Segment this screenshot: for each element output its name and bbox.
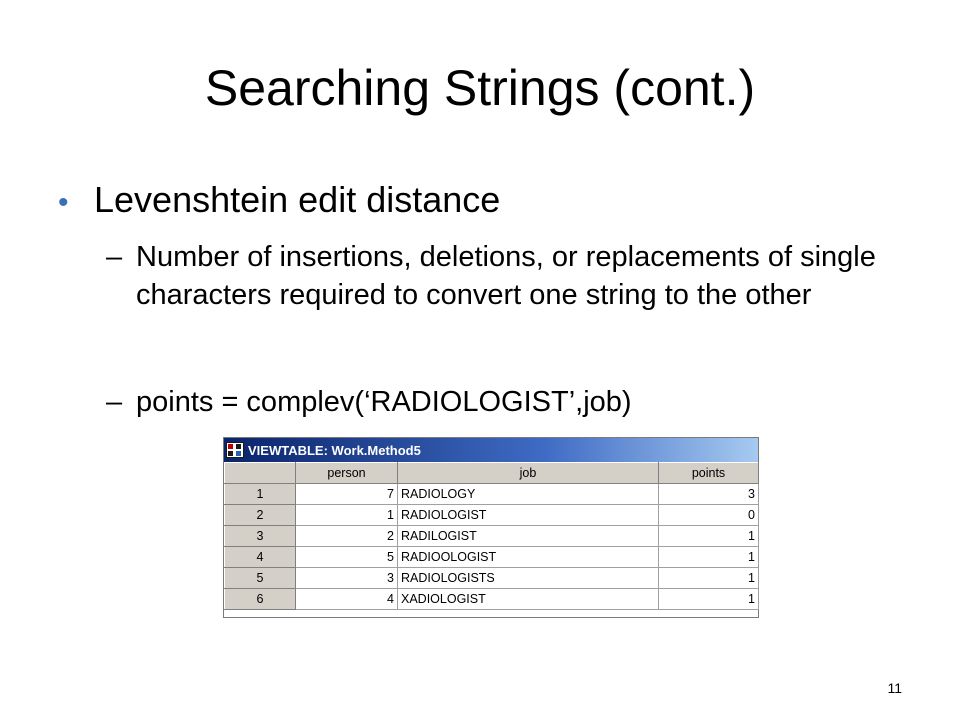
cell-points[interactable]: 1 — [659, 547, 759, 568]
row-number[interactable]: 3 — [225, 526, 296, 547]
cell-job[interactable]: RADIOOLOGIST — [398, 547, 659, 568]
cell-points[interactable]: 0 — [659, 505, 759, 526]
sub-item-text: points = complev(‘RADIOLOGIST’,job) — [136, 386, 632, 418]
viewtable-titlebar[interactable] — [224, 438, 758, 462]
row-number[interactable]: 1 — [225, 484, 296, 505]
table-row — [225, 526, 759, 547]
bullet-text: Levenshtein edit distance — [94, 179, 501, 220]
cell-points[interactable]: 1 — [659, 568, 759, 589]
bullet-marker: • — [58, 186, 69, 219]
column-header-person[interactable]: person — [296, 463, 398, 484]
viewtable-title: VIEWTABLE: Work.Method5 — [248, 442, 421, 458]
viewtable-grid — [224, 462, 759, 610]
sub-item-dash: – — [106, 241, 123, 273]
cell-person[interactable]: 1 — [296, 505, 398, 526]
slide-title: Searching Strings (cont.) — [204, 60, 756, 116]
header-row — [225, 463, 759, 484]
table-row — [225, 505, 759, 526]
cell-job[interactable]: RADIOLOGY — [398, 484, 659, 505]
cell-person[interactable]: 2 — [296, 526, 398, 547]
cell-person[interactable]: 5 — [296, 547, 398, 568]
column-header-job[interactable]: job — [398, 463, 659, 484]
viewtable-window — [223, 437, 759, 618]
sub-item-code — [106, 383, 906, 421]
table-row — [225, 484, 759, 505]
cell-points[interactable]: 1 — [659, 589, 759, 610]
bullet-item — [58, 178, 500, 225]
row-number[interactable]: 6 — [225, 589, 296, 610]
sub-item-text: Number of insertions, deletions, or replacements of single characters required to convert one string to the other — [136, 241, 876, 311]
table-row — [225, 568, 759, 589]
column-header-points[interactable]: points — [659, 463, 759, 484]
cell-job[interactable]: RADIOLOGIST — [398, 505, 659, 526]
table-row — [225, 547, 759, 568]
viewtable-app-icon — [226, 442, 244, 458]
cell-job[interactable]: RADIOLOGISTS — [398, 568, 659, 589]
row-number[interactable]: 4 — [225, 547, 296, 568]
cell-job[interactable]: XADIOLOGIST — [398, 589, 659, 610]
cell-job[interactable]: RADILOGIST — [398, 526, 659, 547]
row-number[interactable]: 2 — [225, 505, 296, 526]
table-row — [225, 589, 759, 610]
corner-cell[interactable] — [225, 463, 296, 484]
row-number[interactable]: 5 — [225, 568, 296, 589]
cell-person[interactable]: 7 — [296, 484, 398, 505]
sub-item-definition — [106, 238, 906, 314]
cell-person[interactable]: 4 — [296, 589, 398, 610]
cell-points[interactable]: 3 — [659, 484, 759, 505]
cell-person[interactable]: 3 — [296, 568, 398, 589]
cell-points[interactable]: 1 — [659, 526, 759, 547]
page-number: 11 — [887, 680, 902, 696]
sub-item-dash: – — [106, 386, 123, 418]
